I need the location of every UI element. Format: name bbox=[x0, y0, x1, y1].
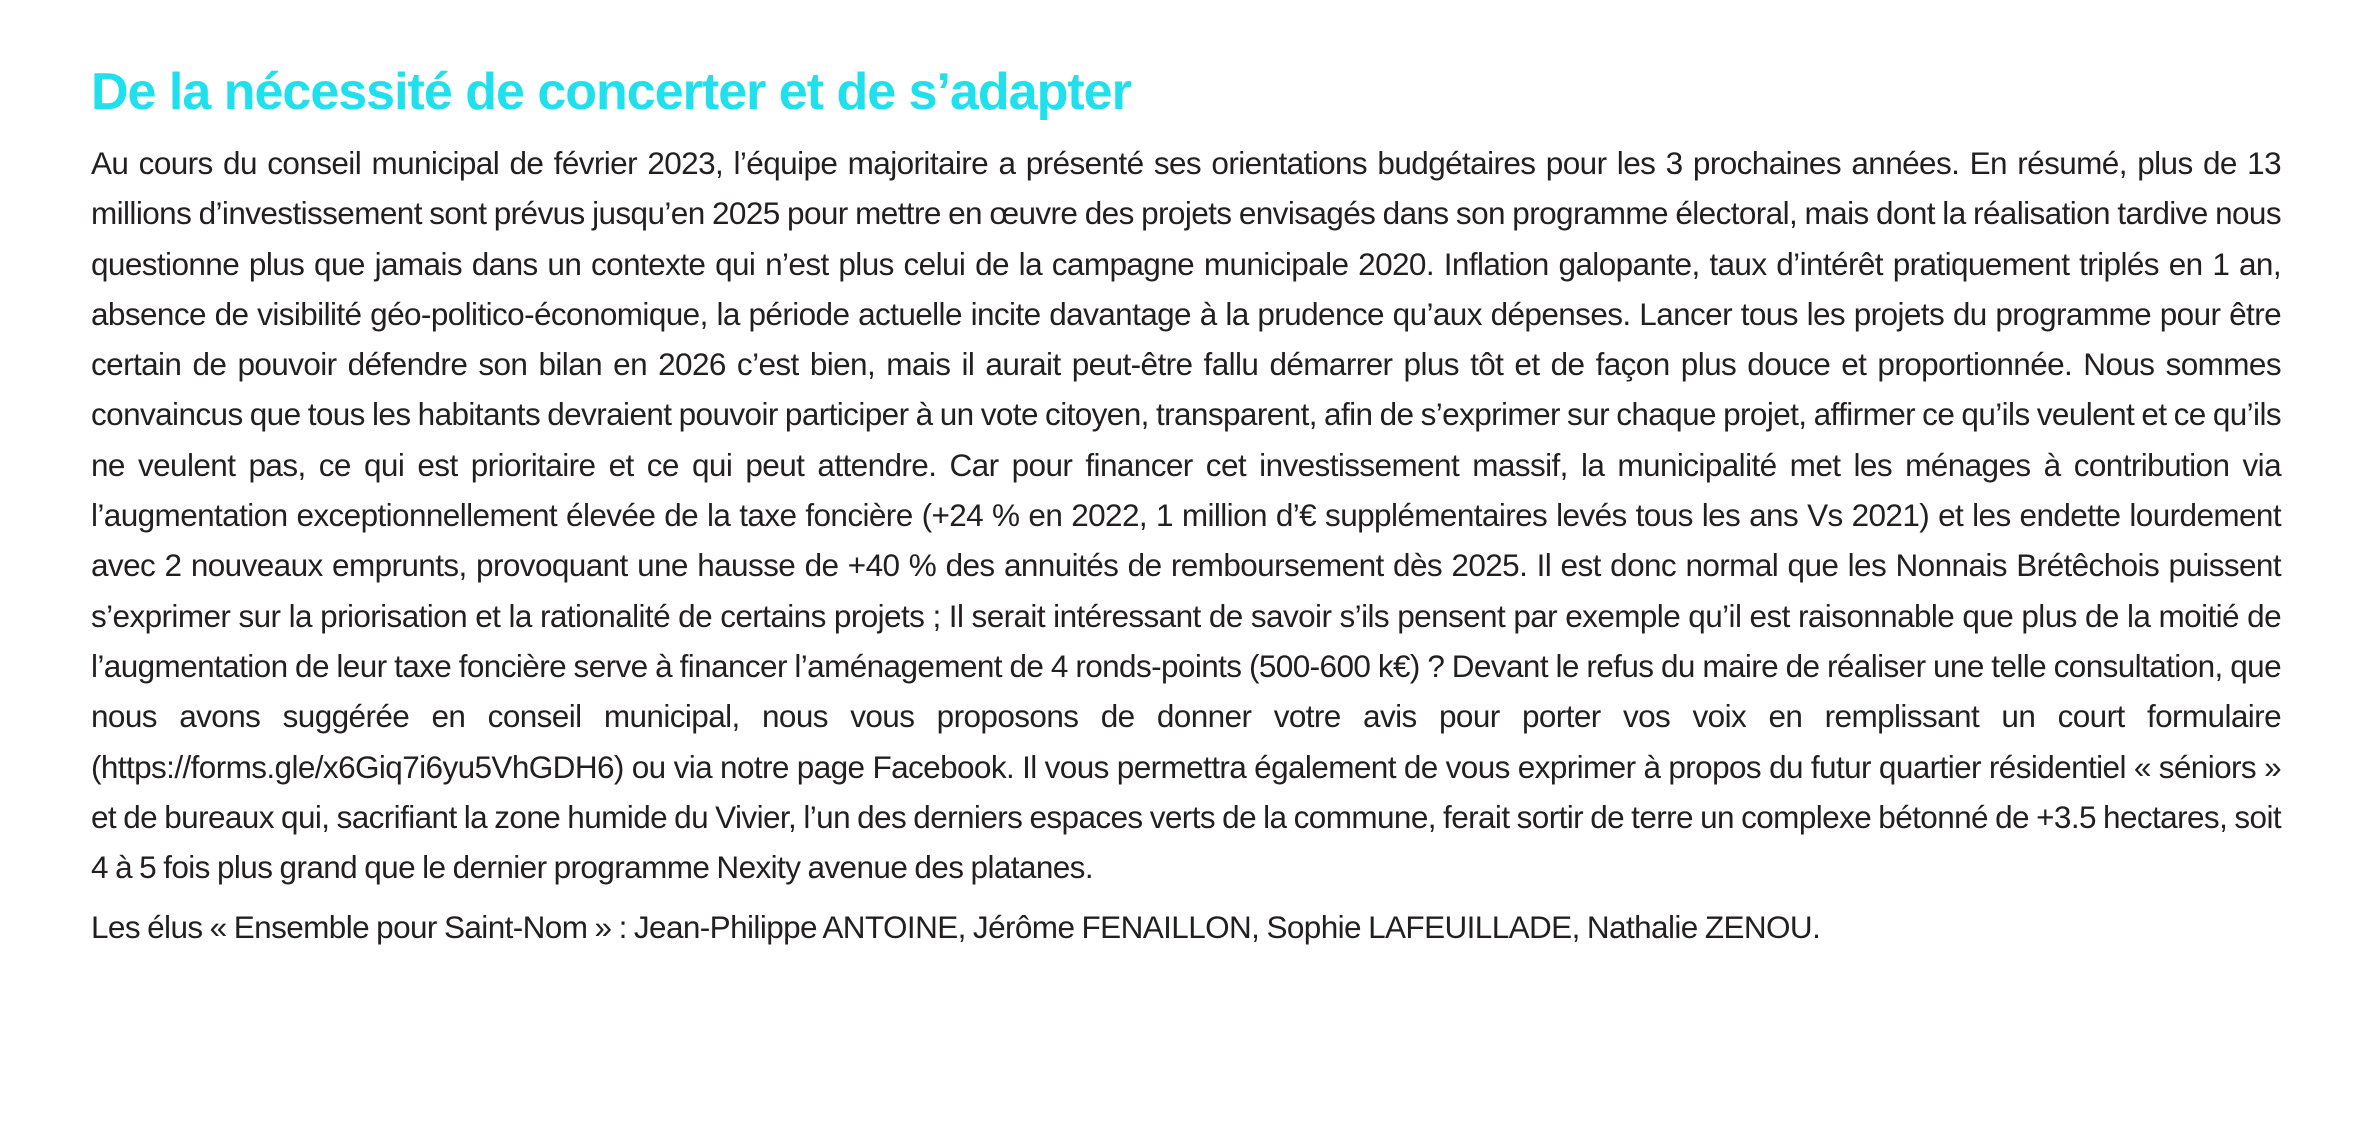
article-signature: Les élus « Ensemble pour Saint-Nom » : Jean-Philippe ANTOINE, Jérôme FENAILLON, Sophie LAFEUILLADE, Nathalie ZENOU. bbox=[91, 909, 1821, 946]
article-body: Au cours du conseil municipal de février 2023, l’équipe majoritaire a présenté ses orientations budgétaires pour les 3 prochaines années. En résumé, plus de 13 millions d’investissement sont prévus jusqu’en 2025 pour mettre en œuvre des projets envisagés dans son programme électoral, mais dont la réalisation tardive nous questionne plus que jamais dans un contexte qui n’est plus celui de la campagne municipale 2020. Inflation galopante, taux d’intérêt pratiquement triplés en 1 an, absence de visibilité géo-politico-économique, la période actuelle incite davantage à la prudence qu’aux dépenses. Lancer tous les projets du programme pour être certain de pouvoir défendre son bilan en 2026 c’est bien, mais il aurait peut-être fallu démarrer plus tôt et de façon plus douce et proportionnée. Nous sommes convaincus que tous les habitants devraient pouvoir participer à un vote citoyen, transparent, afin de s’exprimer sur chaque projet, affirmer ce qu’ils veulent et ce qu’ils ne veulent pas, ce qui est prioritaire et ce qui peut attendre. Car pour financer cet investissement massif, la municipalité met les ménages à contribution via l’augmentation exceptionnellement élevée de la taxe foncière (+24 % en 2022, 1 million d’€ supplémentaires levés tous les ans Vs 2021) et les endette lourdement avec 2 nouveaux emprunts, provoquant une hausse de +40 % des annuités de remboursement dès 2025. Il est donc normal que les Nonnais Brétêchois puissent s’exprimer sur la priorisation et la rationalité de certains projets ; Il serait intéressant de savoir s’ils pensent par exemple qu’il est raisonnable que plus de la moitié de l’augmentation de leur taxe foncière serve à financer l’aménagement de 4 ronds-points (500-600 k€) ? Devant le refus du maire de réaliser une telle consultation, que nous avons suggérée en conseil municipal, nous vous proposons de donner votre avis pour porter vos voix en remplissant un court formulaire (https://forms.gle/x6Giq7i6yu5VhGDH6) ou via notre page Facebook. Il vous permettra également de vous exprimer à propos du futur quartier résidentiel « séniors » et de bureaux qui, sacrifiant la zone humide du Vivier, l’un des derniers espaces verts de la commune, ferait sortir de terre un complexe bétonné de +3.5 hectares, soit 4 à 5 fois plus grand que le dernier programme Nexity avenue des platanes. bbox=[91, 145, 2281, 886]
article bbox=[91, 58, 2281, 952]
article-title: De la nécessité de concerter et de s’adapter bbox=[91, 63, 1131, 121]
